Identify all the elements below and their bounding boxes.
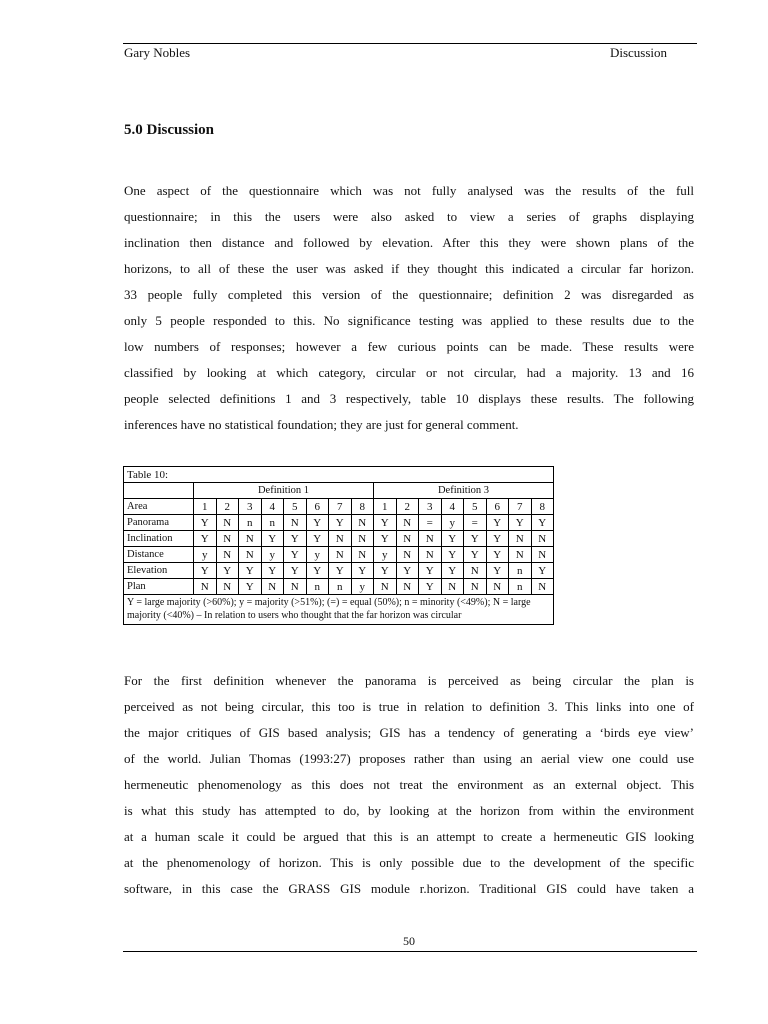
table-cell: N: [261, 579, 284, 595]
paragraph-line: is what this study has attempted to do, by looking at the horizon from within the environment: [124, 803, 694, 818]
table-cell: Y: [306, 563, 329, 579]
column-header-def3: 6: [486, 499, 509, 515]
table-cell: Y: [284, 531, 307, 547]
paragraph-1: [124, 178, 694, 438]
paragraph-line: horizons, to all of these the user was asked if they thought this indicated a circular far horizon.: [124, 261, 694, 276]
column-header-def1: 3: [239, 499, 262, 515]
table-cell: Y: [509, 515, 532, 531]
table-cell: Y: [261, 563, 284, 579]
table-cell: N: [351, 531, 374, 547]
group-header-definition-1: Definition 1: [194, 483, 374, 499]
paragraph-line: at a human scale it could be argued that this is an attempt to create a hermeneutic GIS looking: [124, 829, 694, 844]
table-cell: =: [464, 515, 487, 531]
table-row: [124, 515, 554, 531]
paragraph-line: only 5 people responded to this. No significance testing was applied to these results due to the: [124, 313, 694, 328]
table-cell: N: [441, 579, 464, 595]
table-cell: Y: [419, 563, 442, 579]
table-cell: n: [329, 579, 352, 595]
table-cell: Y: [351, 563, 374, 579]
table-cell: Y: [261, 531, 284, 547]
table-cell: Y: [194, 531, 217, 547]
column-header-def3: 4: [441, 499, 464, 515]
paragraph-line: inclination then distance and followed by elevation. After this they were shown plans of the: [124, 235, 694, 250]
table-cell: N: [216, 579, 239, 595]
table-cell: Y: [486, 531, 509, 547]
table-cell: Y: [329, 515, 352, 531]
table-cell: N: [509, 547, 532, 563]
table-cell: N: [374, 579, 397, 595]
column-header-def3: 8: [531, 499, 554, 515]
row-label: Inclination: [124, 531, 194, 547]
table-cell: Y: [396, 563, 419, 579]
table-cell: Y: [486, 515, 509, 531]
column-header-def3: 7: [509, 499, 532, 515]
column-header-def1: 4: [261, 499, 284, 515]
table-cell: Y: [464, 547, 487, 563]
table-cell: N: [351, 547, 374, 563]
table-cell: Y: [531, 515, 554, 531]
table-cell: N: [216, 547, 239, 563]
group-header-definition-3: Definition 3: [374, 483, 554, 499]
table-cell: N: [509, 531, 532, 547]
paragraph-line: 33 people fully completed this version of the questionnaire; definition 2 was disregarded as: [124, 287, 694, 302]
table-row: [124, 563, 554, 579]
table-cell: N: [531, 531, 554, 547]
table-row: [124, 547, 554, 563]
table-cell: y: [441, 515, 464, 531]
column-header-area: Area: [124, 499, 194, 515]
table-cell: Y: [284, 563, 307, 579]
table-cell: y: [351, 579, 374, 595]
header-rule: [123, 43, 697, 44]
paragraph-line: low numbers of responses; however a few curious points can be made. These results were: [124, 339, 694, 354]
section-heading: 5.0 Discussion: [124, 122, 215, 138]
table-cell: N: [531, 579, 554, 595]
table-cell: N: [216, 515, 239, 531]
row-label: Panorama: [124, 515, 194, 531]
table-cell: Y: [374, 531, 397, 547]
paragraph-line: hermeneutic phenomenology as this does not treat the environment as an external object. This: [124, 777, 694, 792]
table-cell: N: [464, 563, 487, 579]
table-cell: y: [374, 547, 397, 563]
paragraph-2: [124, 668, 694, 902]
table-cell: =: [419, 515, 442, 531]
table-cell: Y: [441, 563, 464, 579]
table-cell: y: [306, 547, 329, 563]
table-corner-cell: [124, 483, 194, 499]
table-cell: Y: [441, 547, 464, 563]
table-cell: N: [239, 547, 262, 563]
table-cell: n: [509, 563, 532, 579]
results-table: [123, 466, 554, 625]
table-cell: N: [464, 579, 487, 595]
paragraph-line: at the phenomenology of horizon. This is only possible due to the development of the specific: [124, 855, 694, 870]
table-cell: N: [486, 579, 509, 595]
table-column-header-row: [124, 499, 554, 515]
table-cell: Y: [374, 563, 397, 579]
header-section: Discussion: [609, 45, 667, 60]
table-cell: N: [351, 515, 374, 531]
paragraph-line: of the world. Julian Thomas (1993:27) proposes rather than using an aerial view one could use: [124, 751, 694, 766]
table-row: [124, 579, 554, 595]
column-header-def1: 8: [351, 499, 374, 515]
table-caption-row: [124, 467, 554, 483]
table-cell: n: [239, 515, 262, 531]
paragraph-line: people selected definitions 1 and 3 respectively, table 10 displays these results. The following: [124, 391, 694, 406]
page-number: 50: [403, 934, 415, 948]
table-cell: n: [306, 579, 329, 595]
column-header-def1: 7: [329, 499, 352, 515]
column-header-def1: 2: [216, 499, 239, 515]
table-cell: Y: [531, 563, 554, 579]
table-cell: n: [509, 579, 532, 595]
column-header-def1: 6: [306, 499, 329, 515]
table-cell: N: [396, 547, 419, 563]
table-cell: Y: [194, 563, 217, 579]
table-cell: Y: [194, 515, 217, 531]
column-header-def3: 2: [396, 499, 419, 515]
column-header-def1: 5: [284, 499, 307, 515]
table-cell: Y: [419, 579, 442, 595]
table-cell: Y: [239, 579, 262, 595]
table-cell: N: [396, 515, 419, 531]
column-header-def3: 3: [419, 499, 442, 515]
table-cell: Y: [486, 563, 509, 579]
table-cell: Y: [216, 563, 239, 579]
table-legend: Y = large majority (>60%); y = majority (>51%); (=) = equal (50%); n = minority (<49%); N = large majority (<40%) – In relation to users who thought that the far horizon was circular: [124, 595, 554, 625]
table-cell: Y: [306, 531, 329, 547]
table-cell: N: [419, 531, 442, 547]
table-cell: Y: [374, 515, 397, 531]
row-label: Plan: [124, 579, 194, 595]
table-cell: Y: [329, 563, 352, 579]
column-header-def1: 1: [194, 499, 217, 515]
table-cell: Y: [239, 563, 262, 579]
table-cell: N: [329, 547, 352, 563]
table-cell: N: [239, 531, 262, 547]
row-label: Elevation: [124, 563, 194, 579]
header-author: Gary Nobles: [124, 45, 191, 60]
paragraph-line: One aspect of the questionnaire which was not fully analysed was the results of the full: [124, 183, 694, 198]
table-cell: N: [531, 547, 554, 563]
table-cell: Y: [441, 531, 464, 547]
table-cell: y: [261, 547, 284, 563]
row-label: Distance: [124, 547, 194, 563]
table-cell: n: [261, 515, 284, 531]
table-legend-row: [124, 595, 554, 625]
table-cell: Y: [306, 515, 329, 531]
table-cell: N: [194, 579, 217, 595]
table-cell: N: [329, 531, 352, 547]
table-cell: N: [419, 547, 442, 563]
table-cell: y: [194, 547, 217, 563]
table-cell: Y: [284, 547, 307, 563]
table-cell: Y: [464, 531, 487, 547]
table-cell: N: [284, 579, 307, 595]
paragraph-line: the major critiques of GIS based analysis; GIS has a tendency of generating a ‘birds eye view’: [124, 725, 694, 740]
paragraph-line: inferences have no statistical foundation; they are just for general comment.: [124, 417, 519, 432]
table-cell: N: [396, 531, 419, 547]
paragraph-line: classified by looking at which category, circular or not circular, had a majority. 13 and 16: [124, 365, 694, 380]
paragraph-line: perceived as not being circular, this too is true in relation to definition 3. This links into one of: [124, 699, 694, 714]
table-cell: N: [216, 531, 239, 547]
column-header-def3: 1: [374, 499, 397, 515]
table-row: [124, 531, 554, 547]
paragraph-line: questionnaire; in this the users were also asked to view a series of graphs displaying: [124, 209, 694, 224]
table-caption: Table 10:: [124, 467, 554, 483]
table-cell: N: [396, 579, 419, 595]
footer-rule: [123, 951, 697, 952]
column-header-def3: 5: [464, 499, 487, 515]
table-group-header-row: [124, 483, 554, 499]
table-cell: N: [284, 515, 307, 531]
table-cell: Y: [486, 547, 509, 563]
paragraph-line: For the first definition whenever the panorama is perceived as being circular the plan is: [124, 673, 694, 688]
paragraph-line: software, in this case the GRASS GIS module r.horizon. Traditional GIS could have taken a: [124, 881, 694, 896]
